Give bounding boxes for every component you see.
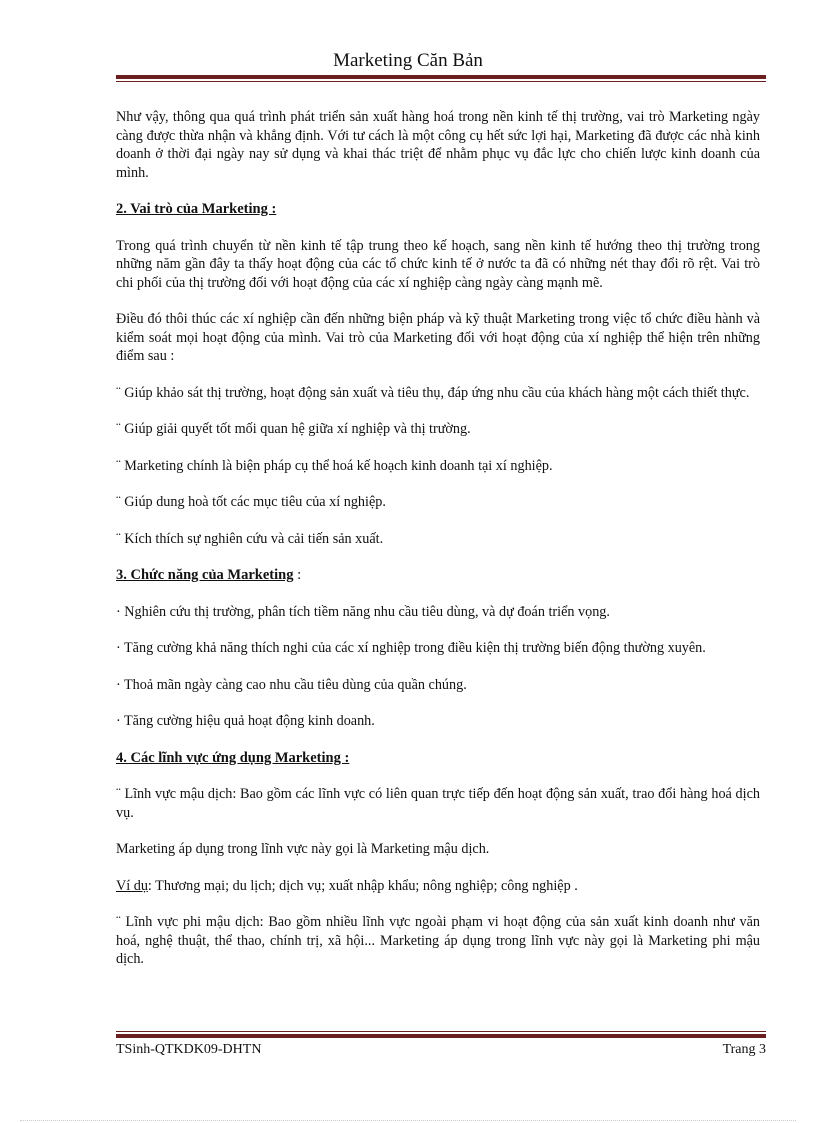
section-3-heading bbox=[116, 566, 760, 585]
example-text: : Thương mại; du lịch; dịch vụ; xuất nhập khẩu; nông nghiệp; công nghiệp . bbox=[147, 877, 578, 894]
section-2-heading: 2. Vai trò của Marketing : bbox=[116, 201, 277, 217]
footer-author: TSinh-QTKDK09-DHTN bbox=[116, 1042, 262, 1057]
example-label: Ví dụ bbox=[116, 877, 148, 894]
header-rule-thick bbox=[116, 75, 766, 79]
document-body bbox=[116, 108, 760, 969]
footer-rule-thin bbox=[116, 1031, 766, 1032]
section-4-paragraph: ¨ Lĩnh vực phi mậu dịch: Bao gồm nhiều lĩnh vực ngoài phạm vi hoạt động của sản xuất kinh doanh như văn hoá, nghệ thuật, thể thao, chính trị, xã hội... Marketing áp dụng trong lĩnh vực này gọi là Marketing phi mậu dịch. bbox=[116, 914, 760, 967]
footer-rule-thick bbox=[116, 1034, 766, 1038]
section-3-heading-text: 3. Chức năng của Marketing bbox=[116, 567, 294, 583]
page-edge-divider bbox=[20, 1120, 796, 1121]
example-line bbox=[116, 877, 760, 896]
section-3-heading-suffix: : bbox=[293, 567, 302, 583]
list-item: ¨ Giúp khảo sát thị trường, hoạt động sản xuất và tiêu thụ, đáp ứng nhu cầu của khách hàng một cách thiết thực. bbox=[116, 384, 750, 401]
section-4-paragraph: Marketing áp dụng trong lĩnh vực này gọi là Marketing mậu dịch. bbox=[116, 841, 490, 857]
section-4-heading: 4. Các lĩnh vực ứng dụng Marketing : bbox=[116, 749, 350, 766]
list-item: ¨ Marketing chính là biện pháp cụ thể hoá kế hoạch kinh doanh tại xí nghiệp. bbox=[116, 457, 553, 474]
page-number: Trang 3 bbox=[722, 1042, 766, 1057]
list-item: · Thoả mãn ngày càng cao nhu cầu tiêu dùng của quần chúng. bbox=[116, 676, 467, 693]
section-2-paragraph: Điều đó thôi thúc các xí nghiệp cần đến những biện pháp và kỹ thuật Marketing trong việc tổ chức điều hành và kiểm soát mọi hoạt động của mình. Vai trò của Marketing đối với hoạt động của xí nghiệp thể hiện trên những điểm sau : bbox=[116, 311, 760, 364]
intro-paragraph: Như vậy, thông qua quá trình phát triển sản xuất hàng hoá trong nền kinh tế thị trường, vai trò Marketing ngày càng được thừa nhận và khẳng định. Với tư cách là một công cụ hết sức lợi hại, Marketing đã được các nhà kinh doanh ở thời đại ngày nay sử dụng và khai thác triệt để nhằm phục vụ đắc lực cho chiến lược kinh doanh của mình. bbox=[116, 109, 760, 181]
list-item: ¨ Kích thích sự nghiên cứu và cải tiến sản xuất. bbox=[116, 530, 384, 547]
list-item: · Nghiên cứu thị trường, phân tích tiềm năng nhu cầu tiêu dùng, và dự đoán triển vọng. bbox=[116, 603, 610, 620]
list-item: ¨ Giúp dung hoà tốt các mục tiêu của xí nghiệp. bbox=[116, 494, 386, 510]
list-item: ¨ Giúp giải quyết tốt mối quan hệ giữa xí nghiệp và thị trường. bbox=[116, 421, 471, 437]
list-item: · Tăng cường khả năng thích nghi của các xí nghiệp trong điều kiện thị trường biến động thường xuyên. bbox=[116, 640, 706, 656]
page-header-title: Marketing Căn Bản bbox=[333, 50, 483, 71]
list-item: · Tăng cường hiệu quả hoạt động kinh doanh. bbox=[116, 713, 375, 729]
section-4-paragraph: ¨ Lĩnh vực mậu dịch: Bao gồm các lĩnh vực có liên quan trực tiếp đến hoạt động sản xuất, trao đổi hàng hoá dịch vụ. bbox=[116, 786, 760, 821]
section-2-paragraph: Trong quá trình chuyển từ nền kinh tế tập trung theo kế hoạch, sang nền kinh tế hướng theo thị trường trong những năm gần đây ta thấy hoạt động của các tổ chức kinh tế ở nước ta đã có những nét thay đổi rõ rệt. Vai trò chi phối của thị trường đối với hoạt động của các xí nghiệp càng ngày càng mạnh mẽ. bbox=[116, 237, 760, 291]
header-rule-thin bbox=[116, 81, 766, 82]
